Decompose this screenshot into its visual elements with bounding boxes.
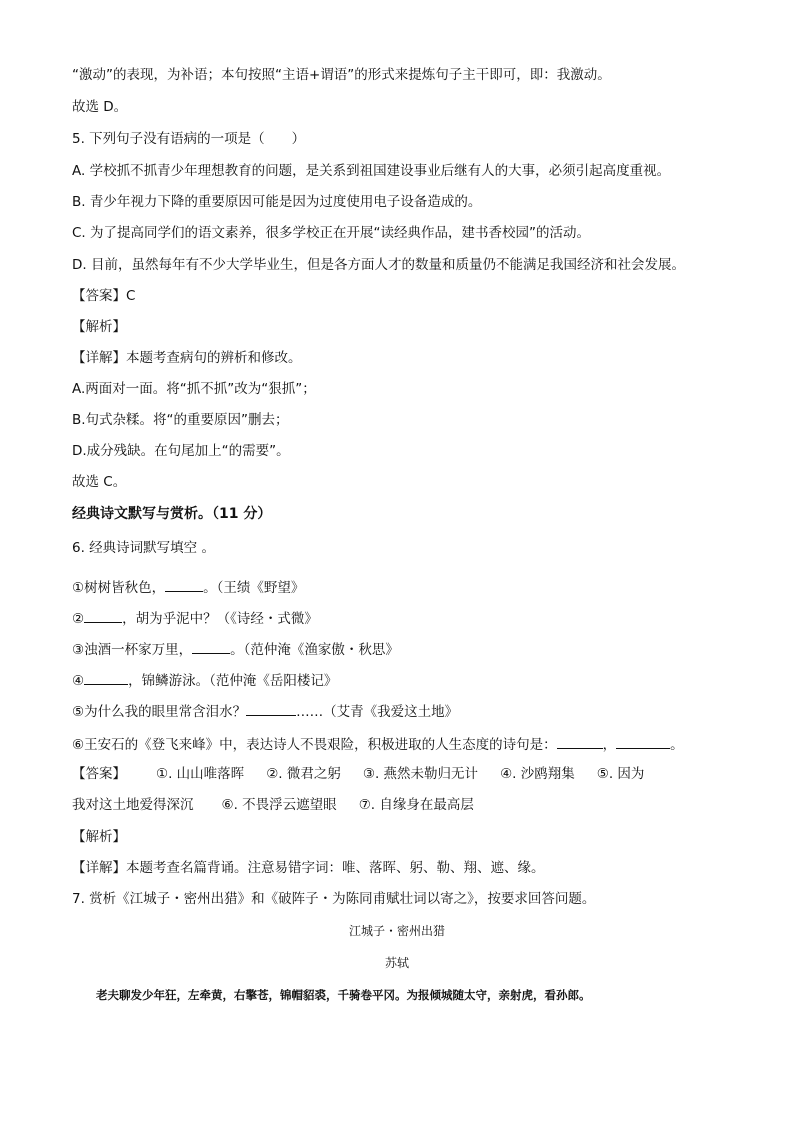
answer-item: ⑦. 自缘身在最高层 <box>358 797 474 813</box>
poem-author: 苏轼 <box>384 956 409 970</box>
fill-item-1 <box>72 577 304 597</box>
fill-text: ，胡为乎泥中？（《诗经・式微》 <box>122 611 318 627</box>
answer-item: ⑥. 不畏浮云遮望眼 <box>221 797 337 813</box>
detail-text: 【详解】本题考查名篇背诵。注意易错字词：唯、落晖、躬、勒、翔、遮、缘。 <box>72 860 545 876</box>
selection: 故选 C。 <box>72 474 127 490</box>
analysis-label: 【解析】 <box>72 829 126 845</box>
answer-blank[interactable] <box>192 639 230 654</box>
fill-text: 。（范仲淹《渔家傲・秋思》 <box>230 642 399 658</box>
fill-text: ，锦鳞游泳。（范仲淹《岳阳楼记》 <box>128 673 338 689</box>
answer-blank[interactable] <box>165 577 203 592</box>
answer-label: 【答案】 <box>72 766 126 782</box>
fill-item-2 <box>72 608 318 628</box>
section-heading: 经典诗文默写与赏析。（11 分） <box>72 506 272 522</box>
answer-blank[interactable] <box>84 670 128 685</box>
fill-text: ⑥王安石的《登飞来峰》中，表达诗人不畏艰险，积极进取的人生态度的诗句是： <box>72 737 557 753</box>
answer-label: 【答案】C <box>72 288 136 304</box>
fill-text: ② <box>72 611 85 627</box>
answer-item: ⑤. 因为 <box>596 766 645 782</box>
fill-item-6 <box>72 734 684 754</box>
text-line: 故选 D。 <box>72 99 128 115</box>
fill-text: ， <box>602 737 617 753</box>
fix-a: A.两面对一面。将“抓不抓”改为“狠抓”； <box>72 381 316 397</box>
answer-item: ④. 沙鸥翔集 <box>500 766 575 782</box>
fill-text: 。（王绩《野望》 <box>203 580 305 596</box>
fill-text: ①树树皆秋色， <box>72 580 166 596</box>
answer-blank[interactable] <box>557 734 603 749</box>
option-d: D. 目前，虽然每年有不少大学毕业生，但是各方面人才的数量和质量仍不能满足我国经济和社会发展。 <box>72 257 685 273</box>
answer-item: ①. 山山唯落晖 <box>156 766 245 782</box>
analysis-label: 【解析】 <box>72 319 126 335</box>
fill-text: ③浊酒一杯家万里， <box>72 642 193 658</box>
option-b: B. 青少年视力下降的重要原因可能是因为过度使用电子设备造成的。 <box>72 194 482 210</box>
fix-b: B.句式杂糅。将“的重要原因”删去； <box>72 412 289 428</box>
fill-item-3 <box>72 639 399 659</box>
answer-blank[interactable] <box>246 701 296 716</box>
fill-text: ……（艾青《我爱这土地》 <box>296 704 459 720</box>
fill-text: ⑤为什么我的眼里常含泪水？ <box>72 704 247 720</box>
question-7: 7. 赏析《江城子・密州出猎》和《破阵子・为陈同甫赋壮词以寄之》，按要求回答问题。 <box>72 891 596 907</box>
fill-text: 。 <box>670 737 684 753</box>
answer-row-6-cont <box>72 796 474 814</box>
detail-text: 【详解】本题考查病句的辨析和修改。 <box>72 350 302 366</box>
answer-item: ②. 微君之躬 <box>266 766 341 782</box>
answer-blank[interactable] <box>84 608 122 623</box>
option-c: C. 为了提高同学们的语文素养，很多学校正在开展“读经典作品，建书香校园”的活动。 <box>72 225 590 241</box>
option-a: A. 学校抓不抓青少年理想教育的问题，是关系到祖国建设事业后继有人的大事，必须引起高度重视。 <box>72 163 671 179</box>
question-5: 5. 下列句子没有语病的一项是（ ） <box>72 131 306 147</box>
poem-line: 老夫聊发少年狂，左牵黄，右擎苍，锦帽貂裘，千骑卷平冈。为报倾城随太守，亲射虎，看孙郎。 <box>96 988 591 1002</box>
answer-row-6 <box>72 765 644 783</box>
fix-d: D.成分残缺。在句尾加上“的需要”。 <box>72 443 290 459</box>
fill-text: ④ <box>72 673 85 689</box>
text-line: “激动”的表现，为补语；本句按照“主语+谓语”的形式来提炼句子主干即可，即：我激动。 <box>72 67 611 83</box>
question-6: 6. 经典诗词默写填空 。 <box>72 540 215 556</box>
answer-item: ③. 燕然未勒归无计 <box>362 766 479 782</box>
answer-item: 我对这土地爱得深沉 <box>72 797 194 813</box>
poem-title: 江城子・密州出猎 <box>348 924 445 938</box>
fill-item-4 <box>72 670 337 690</box>
answer-blank[interactable] <box>616 734 670 749</box>
fill-item-5 <box>72 701 458 721</box>
